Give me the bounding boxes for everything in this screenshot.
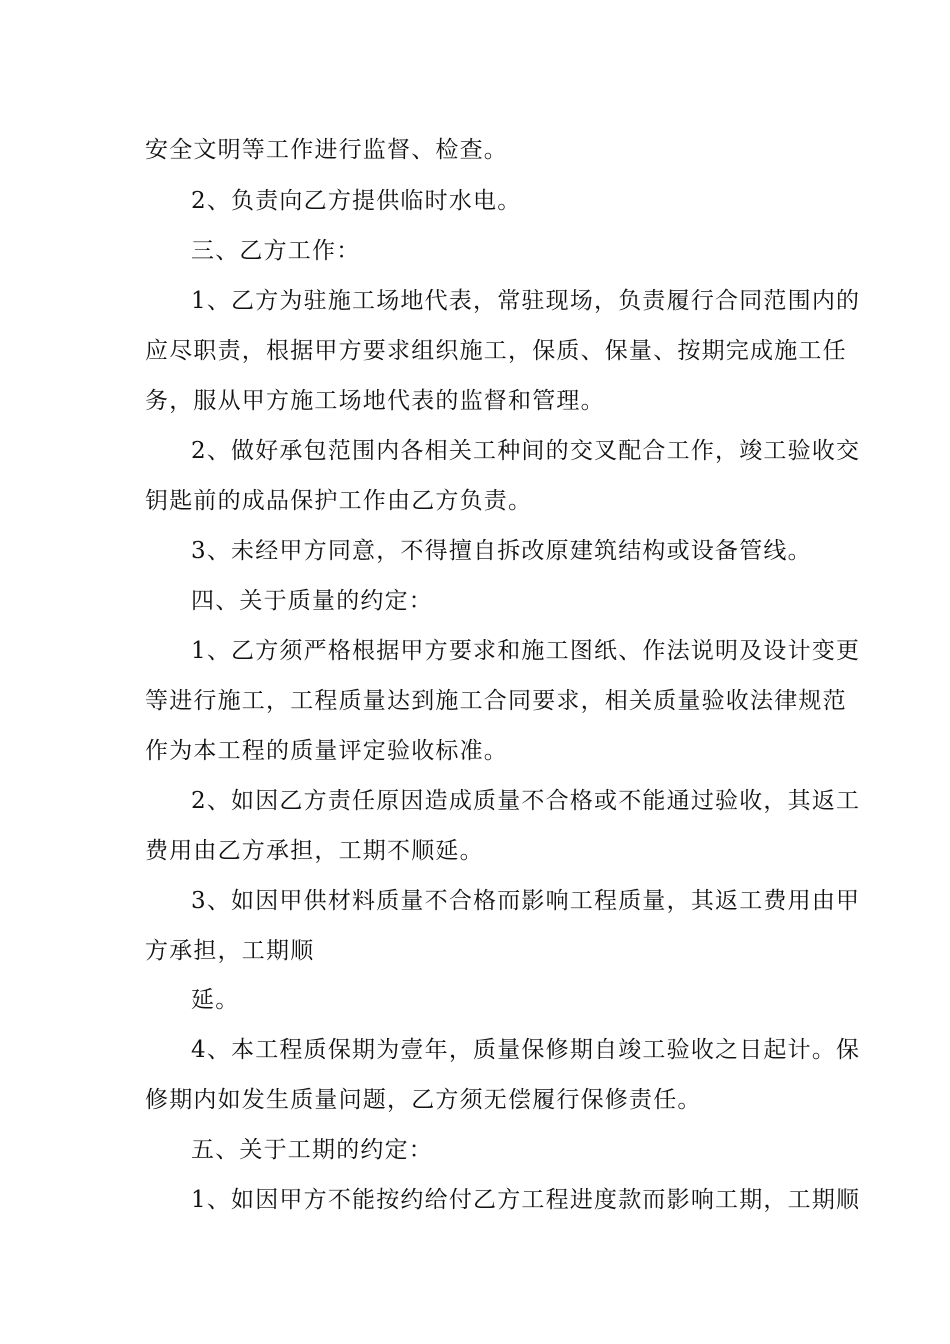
text-line: 4、本工程质保期为壹年，质量保修期自竣工验收之日起计。保 xyxy=(191,1037,861,1063)
text-line: 务，服从甲方施工场地代表的监督和管理。 xyxy=(145,388,605,414)
text-line: 2、负责向乙方提供临时水电。 xyxy=(191,188,522,214)
text-line: 1、乙方为驻施工场地代表，常驻现场，负责履行合同范围内的 xyxy=(191,288,861,314)
text-line: 费用由乙方承担，工期不顺延。 xyxy=(145,838,484,864)
text-line: 安全文明等工作进行监督、检查。 xyxy=(145,137,508,163)
text-line: 延。 xyxy=(191,987,240,1013)
text-line: 作为本工程的质量评定验收标准。 xyxy=(145,738,508,764)
text-line: 3、如因甲供材料质量不合格而影响工程质量，其返工费用由甲 xyxy=(191,888,861,914)
text-line: 3、未经甲方同意，不得擅自拆改原建筑结构或设备管线。 xyxy=(191,538,812,564)
section-heading: 三、乙方工作： xyxy=(191,238,361,264)
section-heading: 四、关于质量的约定： xyxy=(191,588,433,614)
text-line: 方承担，工期顺 xyxy=(145,938,315,964)
text-line: 修期内如发生质量问题，乙方须无偿履行保修责任。 xyxy=(145,1087,702,1113)
text-line: 2、做好承包范围内各相关工种间的交叉配合工作，竣工验收交 xyxy=(191,438,861,464)
text-line: 钥匙前的成品保护工作由乙方负责。 xyxy=(145,488,533,514)
text-line: 2、如因乙方责任原因造成质量不合格或不能通过验收，其返工 xyxy=(191,788,861,814)
text-line: 1、如因甲方不能按约给付乙方工程进度款而影响工期，工期顺 xyxy=(191,1187,861,1213)
text-line: 1、乙方须严格根据甲方要求和施工图纸、作法说明及设计变更 xyxy=(191,638,861,664)
text-line: 等进行施工，工程质量达到施工合同要求，相关质量验收法律规范 xyxy=(145,688,847,714)
text-line: 应尽职责，根据甲方要求组织施工，保质、保量、按期完成施工任 xyxy=(145,338,847,364)
section-heading: 五、关于工期的约定： xyxy=(191,1137,433,1163)
